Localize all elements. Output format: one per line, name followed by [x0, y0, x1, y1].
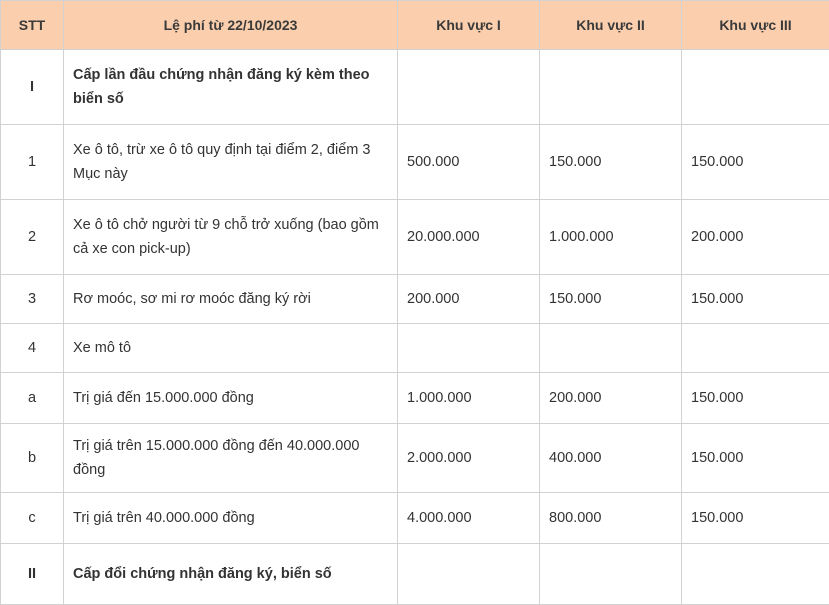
row-description: Xe ô tô, trừ xe ô tô quy định tại điểm 2, điểm 3 Mục này	[64, 125, 398, 200]
row-description: Trị giá đến 15.000.000 đồng	[64, 373, 398, 424]
header-zone-1: Khu vực I	[398, 1, 540, 50]
row-zone-3: 200.000	[682, 200, 829, 275]
row-description: Xe mô tô	[64, 324, 398, 373]
row-zone-2: 400.000	[540, 424, 682, 493]
row-stt: c	[1, 493, 64, 544]
row-description: Cấp lần đầu chứng nhận đăng ký kèm theo biển số	[64, 50, 398, 125]
row-description: Trị giá trên 40.000.000 đồng	[64, 493, 398, 544]
row-stt: b	[1, 424, 64, 493]
row-zone-1: 1.000.000	[398, 373, 540, 424]
header-stt: STT	[1, 1, 64, 50]
row-zone-1	[398, 324, 540, 373]
row-zone-3	[682, 544, 829, 605]
row-zone-1	[398, 544, 540, 605]
row-zone-2	[540, 544, 682, 605]
row-zone-2: 800.000	[540, 493, 682, 544]
row-stt: 1	[1, 125, 64, 200]
row-zone-3: 150.000	[682, 493, 829, 544]
row-description: Rơ moóc, sơ mi rơ moóc đăng ký rời	[64, 275, 398, 324]
row-zone-2: 150.000	[540, 275, 682, 324]
row-zone-2	[540, 324, 682, 373]
row-zone-2: 200.000	[540, 373, 682, 424]
row-zone-2	[540, 50, 682, 125]
table-row	[1, 493, 829, 544]
row-zone-3: 150.000	[682, 275, 829, 324]
table-row	[1, 424, 829, 493]
row-description: Trị giá trên 15.000.000 đồng đến 40.000.000 đồng	[64, 424, 398, 493]
table-row	[1, 544, 829, 605]
header-fee: Lệ phí từ 22/10/2023	[64, 1, 398, 50]
row-zone-3	[682, 50, 829, 125]
row-description: Xe ô tô chở người từ 9 chỗ trở xuống (bao gồm cả xe con pick-up)	[64, 200, 398, 275]
row-stt: 4	[1, 324, 64, 373]
table-row	[1, 275, 829, 324]
row-zone-1: 200.000	[398, 275, 540, 324]
row-zone-1: 4.000.000	[398, 493, 540, 544]
row-zone-3	[682, 324, 829, 373]
table-row	[1, 373, 829, 424]
row-stt: 3	[1, 275, 64, 324]
row-zone-1: 2.000.000	[398, 424, 540, 493]
row-stt: II	[1, 544, 64, 605]
row-zone-3: 150.000	[682, 373, 829, 424]
row-stt: 2	[1, 200, 64, 275]
row-description: Cấp đổi chứng nhận đăng ký, biển số	[64, 544, 398, 605]
header-row	[1, 1, 829, 50]
row-stt: a	[1, 373, 64, 424]
row-zone-2: 150.000	[540, 125, 682, 200]
row-zone-1: 500.000	[398, 125, 540, 200]
table-row	[1, 324, 829, 373]
table-row	[1, 200, 829, 275]
row-zone-1: 20.000.000	[398, 200, 540, 275]
row-zone-3: 150.000	[682, 424, 829, 493]
header-zone-3: Khu vực III	[682, 1, 829, 50]
header-zone-2: Khu vực II	[540, 1, 682, 50]
row-zone-2: 1.000.000	[540, 200, 682, 275]
table-row	[1, 50, 829, 125]
row-zone-3: 150.000	[682, 125, 829, 200]
table-row	[1, 125, 829, 200]
row-stt: I	[1, 50, 64, 125]
row-zone-1	[398, 50, 540, 125]
